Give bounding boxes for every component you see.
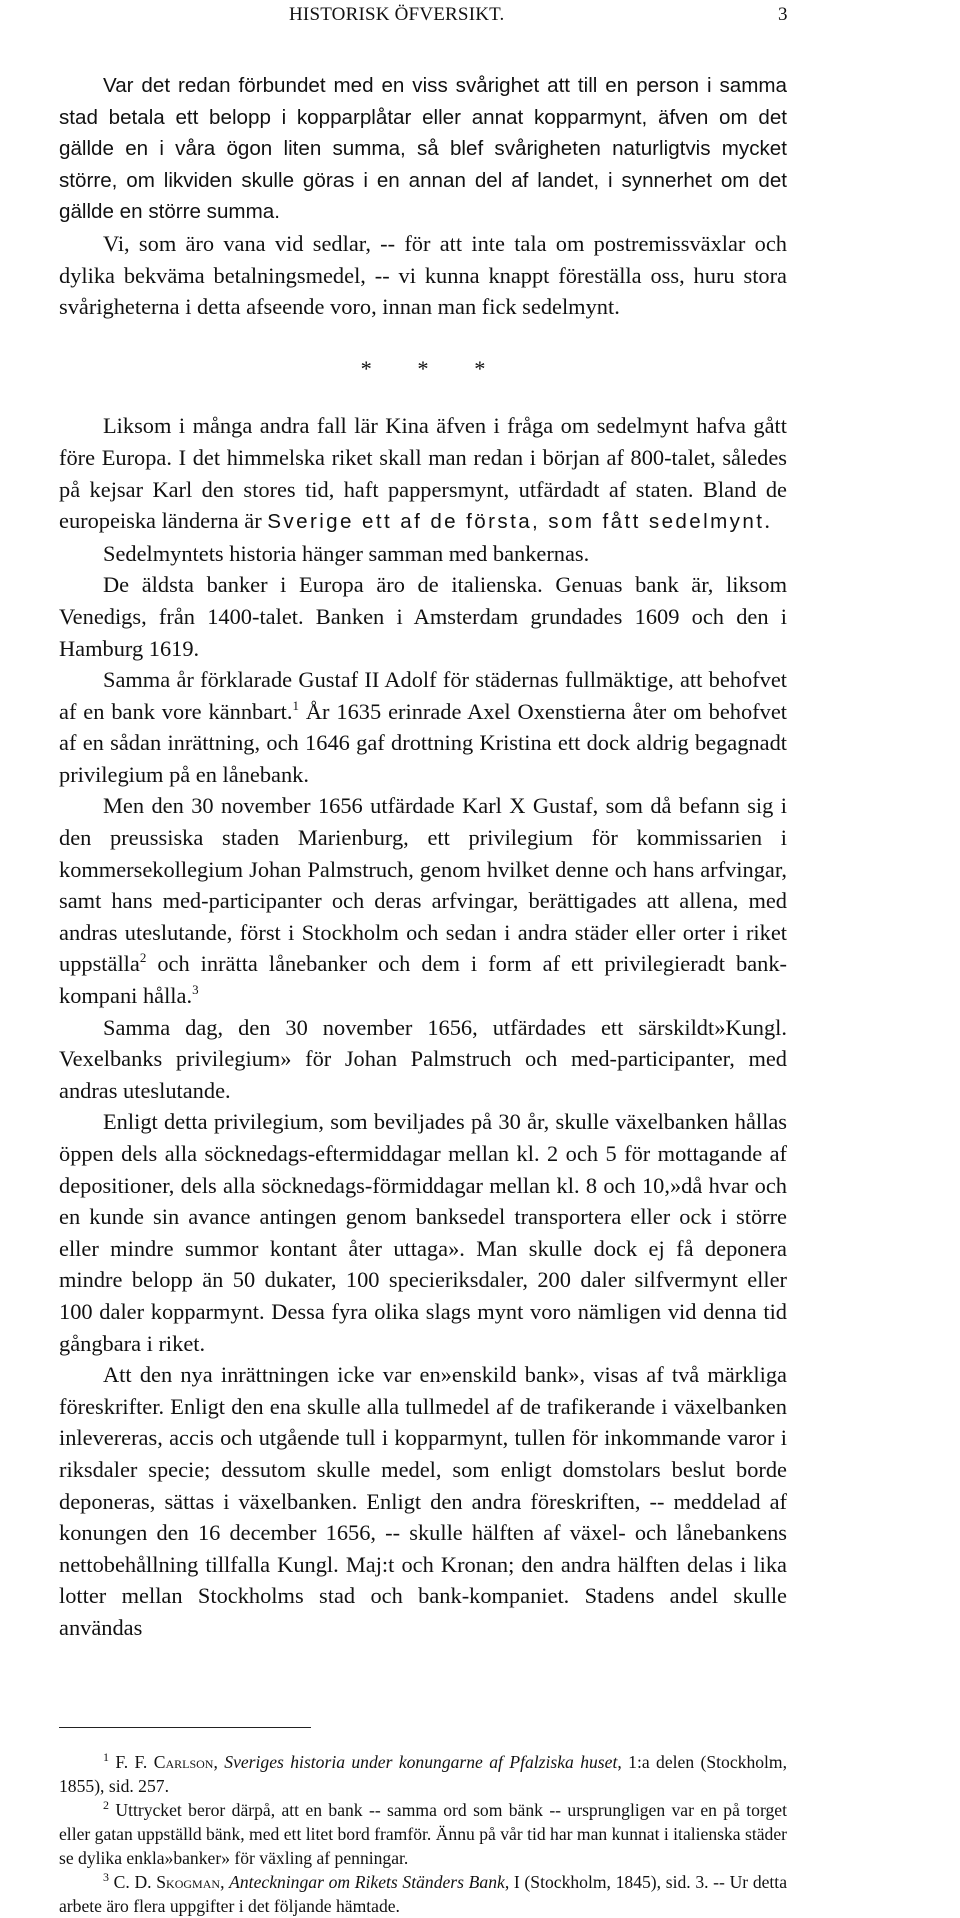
section-divider: * * * <box>360 355 486 381</box>
paragraph-8: Samma dag, den 30 november 1656, utfärdades ett särskildt»Kungl. Vexelbanks privilegium» för Johan Palmstruch och med-participanter, med andras uteslutande. <box>59 1014 787 1103</box>
footnote-3-rest: , I (Stockholm, 1845), sid. 3. -- Ur detta arbete äro flera uppgifter i det följande hämtade. <box>59 1872 788 1916</box>
paragraph-2: Vi, som äro vana vid sedlar, -- för att inte tala om postremissväxlar och dylika bekväma betalningsmedel, -- vi kunna knappt föreställa oss, huru stora svårigheterna i detta afseende voro, innan man fick sedelmynt. <box>59 230 787 320</box>
footnotes <box>59 1750 787 1918</box>
paragraph-1: Var det redan förbundet med en viss svårighet att till en person i samma stad betala ett belopp i kopparplåtar eller annat kopparmynt, äfven om det gällde en i våra ögon liten summa, så blef svårigheten naturligtvis mycket större, om likviden skulle göras i en annan del af landet, i synnerhet om det gällde en större summa. <box>59 74 787 224</box>
footnote-3-author: Skogman <box>156 1872 221 1892</box>
running-header <box>0 4 960 34</box>
paragraph-6-text-a: Samma år förklarade Gustaf II Adolf för städernas fullmäktige, att behofvet af en bank vore kännbart. <box>59 667 787 724</box>
footnote-2-number: 2 <box>103 1798 109 1812</box>
footnote-1-number: 1 <box>103 1750 109 1764</box>
footnote-2 <box>59 1798 787 1870</box>
paragraph-10: Att den nya inrättningen icke var en»enskild bank», visas af två märkliga föreskrifter. Enligt den ena skulle alla tullmedel af de trafikerande i växelbanken inlevereras, accis och utgående tull i kopparmynt, tullen för inkommande varor i riksdaler specie; dessutom skulle medel, som enligt domstolars beslut borde deponeras, sättas i växelbanken. Enligt den andra föreskriften, -- meddelad af konungen den 16 december 1656, -- skulle hälften af växel- och lånebankens nettobehållning tillfalla Kungl. Maj:t och Kronan; den andra hälften delas i lika lotter mellan Stockholms stad och bank-kompaniet. Stadens andel skulle användas <box>59 1362 787 1640</box>
footnote-3-work-title: Anteckningar om Rikets Ständers Bank <box>229 1872 505 1892</box>
footnote-1-sep: , <box>213 1752 225 1772</box>
paragraph-3 <box>59 410 787 537</box>
running-title: HISTORISK ÖFVERSIKT. <box>289 4 505 25</box>
page-number: 3 <box>778 4 788 25</box>
body-text <box>59 70 787 1644</box>
footnote-1-rest: , 1:a delen (Stockholm, 1855), sid. 257. <box>59 1752 788 1796</box>
footnote-ref-1[interactable]: 1 <box>292 697 299 713</box>
paragraph-3-end: . <box>764 508 770 534</box>
footnote-3 <box>59 1870 787 1918</box>
footnote-1-author: Carlson <box>153 1752 214 1772</box>
paragraph-6 <box>59 664 787 790</box>
footnote-3-initials: C. D. <box>109 1872 157 1892</box>
paragraph-7 <box>59 790 787 1011</box>
spaced-emphasis: Sverige ett af de första, som fått sedelmynt <box>267 510 765 534</box>
footnote-rule <box>59 1727 311 1728</box>
footnote-2-text: Uttrycket beror därpå, att en bank -- samma ord som bänk -- ursprungligen var en på torget eller gatan uppställd bänk, med ett litet bord framför. Ännu på vår tid har man kunnat i italienska städer se dylika enkla»banker» för växling af penningar. <box>59 1800 787 1868</box>
footnote-1-initials: F. F. <box>109 1752 154 1772</box>
paragraph-6-text-b: År 1635 erinrade Axel Oxenstierna åter om behofvet af en sådan inrättning, och 1646 gaf drottning Kristina ett dock aldrig begagnadt privilegium på en lånebank. <box>59 698 787 787</box>
footnote-ref-3[interactable]: 3 <box>192 982 199 998</box>
paragraph-5: De äldsta banker i Europa äro de italienska. Genuas bank är, liksom Venedigs, från 1400-talet. Banken i Amsterdam grundades 1609 och den i Hamburg 1619. <box>59 572 787 661</box>
paragraph-7-text-a: Men den 30 november 1656 utfärdade Karl X Gustaf, som då befann sig i den preussiska staden Marienburg, ett privilegium för kommissarien i kommersekollegium Johan Palmstruch, genom hvilket denne och hans arfvingar, samt hans med-participanter och deras arfvingar, berättigades att allena, med andras uteslutande, först i Stockholm och sedan i andra städer eller orter i riket uppställa <box>59 793 787 977</box>
footnote-1 <box>59 1750 787 1798</box>
paragraph-9: Enligt detta privilegium, som beviljades på 30 år, skulle växelbanken hållas öppen dels alla söcknedags-eftermiddagar mellan kl. 2 och 5 för mottagande af depositioner, dels alla söcknedags-förmiddagar mellan kl. 8 och 10,»då hvar och en kunde sin avance antingen genom banksedel transportera eller ock i större eller mindre summor kontant åter uttaga». Man skulle dock ej få deponera mindre belopp än 50 dukater, 100 specieriksdaler, 200 daler silfvermynt eller 100 daler kopparmynt. Dessa fyra olika slags mynt voro nämligen vid denna tid gångbara i riket. <box>59 1109 787 1356</box>
footnote-ref-2[interactable]: 2 <box>139 950 147 966</box>
paragraph-3-text: Liksom i många andra fall lär Kina äfven i fråga om sedelmynt hafva gått före Europa. I det himmelska riket skall man redan i början af 800-talet, således på kejsar Karl den stores tid, haft pappersmynt, utfärdadt af staten. Bland de europeiska länderna är <box>59 413 787 534</box>
footnote-3-number: 3 <box>103 1870 109 1884</box>
footnote-1-work-title: Sveriges historia under konungarne af Pfalziska huset <box>224 1752 618 1772</box>
paragraph-7-text-b: och inrätta lånebanker och dem i form af ett privilegieradt bank-kompani hålla. <box>59 951 787 1009</box>
footnote-3-sep: , <box>220 1872 230 1892</box>
paragraph-4: Sedelmyntets historia hänger samman med bankernas. <box>103 540 590 566</box>
